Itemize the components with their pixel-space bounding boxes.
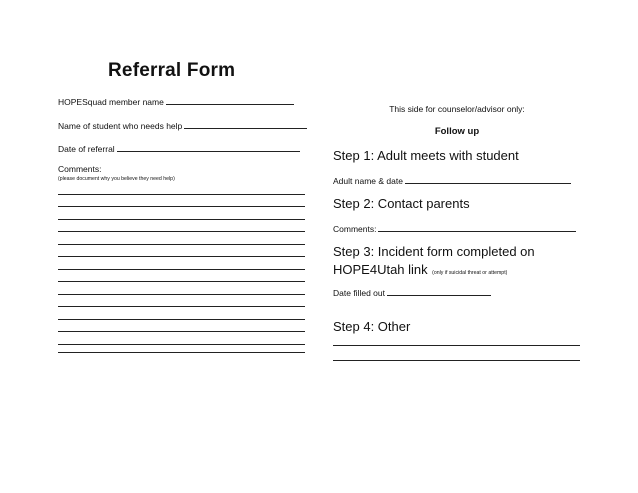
adult-name-date-line[interactable] xyxy=(405,175,571,184)
hope-member-line[interactable] xyxy=(166,96,294,105)
student-name-line[interactable] xyxy=(184,120,307,129)
comment-line[interactable] xyxy=(58,344,305,345)
comment-line[interactable] xyxy=(58,244,305,245)
adult-name-date-label: Adult name & date xyxy=(333,176,403,186)
parent-comments-label: Comments: xyxy=(333,224,377,234)
comment-line[interactable] xyxy=(58,219,305,220)
hope-member-label: HOPESquad member name xyxy=(58,97,164,107)
other-line[interactable] xyxy=(333,360,580,361)
comments-label: Comments: xyxy=(58,164,102,174)
step-3-note: (only if suicidal threat or attempt) xyxy=(432,270,508,276)
comments-hint: (please document why you believe they need help) xyxy=(58,176,175,182)
comment-line[interactable] xyxy=(58,319,305,320)
comment-line[interactable] xyxy=(58,256,305,257)
step-1-heading: Step 1: Adult meets with student xyxy=(333,148,519,163)
student-name-label: Name of student who needs help xyxy=(58,121,183,131)
referral-date-field[interactable] xyxy=(58,143,300,154)
date-filled-line[interactable] xyxy=(387,287,491,296)
comment-line[interactable] xyxy=(58,306,305,307)
form-title: Referral Form xyxy=(108,60,236,81)
step-2-heading: Step 2: Contact parents xyxy=(333,196,470,211)
parent-comments-line[interactable] xyxy=(378,223,576,232)
comment-line[interactable] xyxy=(58,269,305,270)
comment-line[interactable] xyxy=(58,331,305,332)
date-filled-field[interactable] xyxy=(333,287,491,298)
comment-line[interactable] xyxy=(58,206,305,207)
comment-line[interactable] xyxy=(58,352,305,353)
counselor-note: This side for counselor/advisor only: xyxy=(389,104,525,114)
followup-heading: Follow up xyxy=(434,126,480,137)
comment-line[interactable] xyxy=(58,281,305,282)
referral-date-line[interactable] xyxy=(117,143,300,152)
step-3-line2 xyxy=(333,261,507,279)
other-line[interactable] xyxy=(333,345,580,346)
referral-date-label: Date of referral xyxy=(58,144,115,154)
hope4utah-link[interactable]: HOPE4Utah link xyxy=(333,262,428,277)
parent-comments-field[interactable] xyxy=(333,223,576,234)
date-filled-label: Date filled out xyxy=(333,288,385,298)
step-3-heading: Step 3: Incident form completed on xyxy=(333,244,535,259)
comment-line[interactable] xyxy=(58,294,305,295)
adult-name-date-field[interactable] xyxy=(333,175,571,186)
comment-line[interactable] xyxy=(58,231,305,232)
comment-line[interactable] xyxy=(58,194,305,195)
student-name-field[interactable] xyxy=(58,120,307,131)
step-4-heading: Step 4: Other xyxy=(333,319,411,334)
hope-member-field[interactable] xyxy=(58,96,294,107)
